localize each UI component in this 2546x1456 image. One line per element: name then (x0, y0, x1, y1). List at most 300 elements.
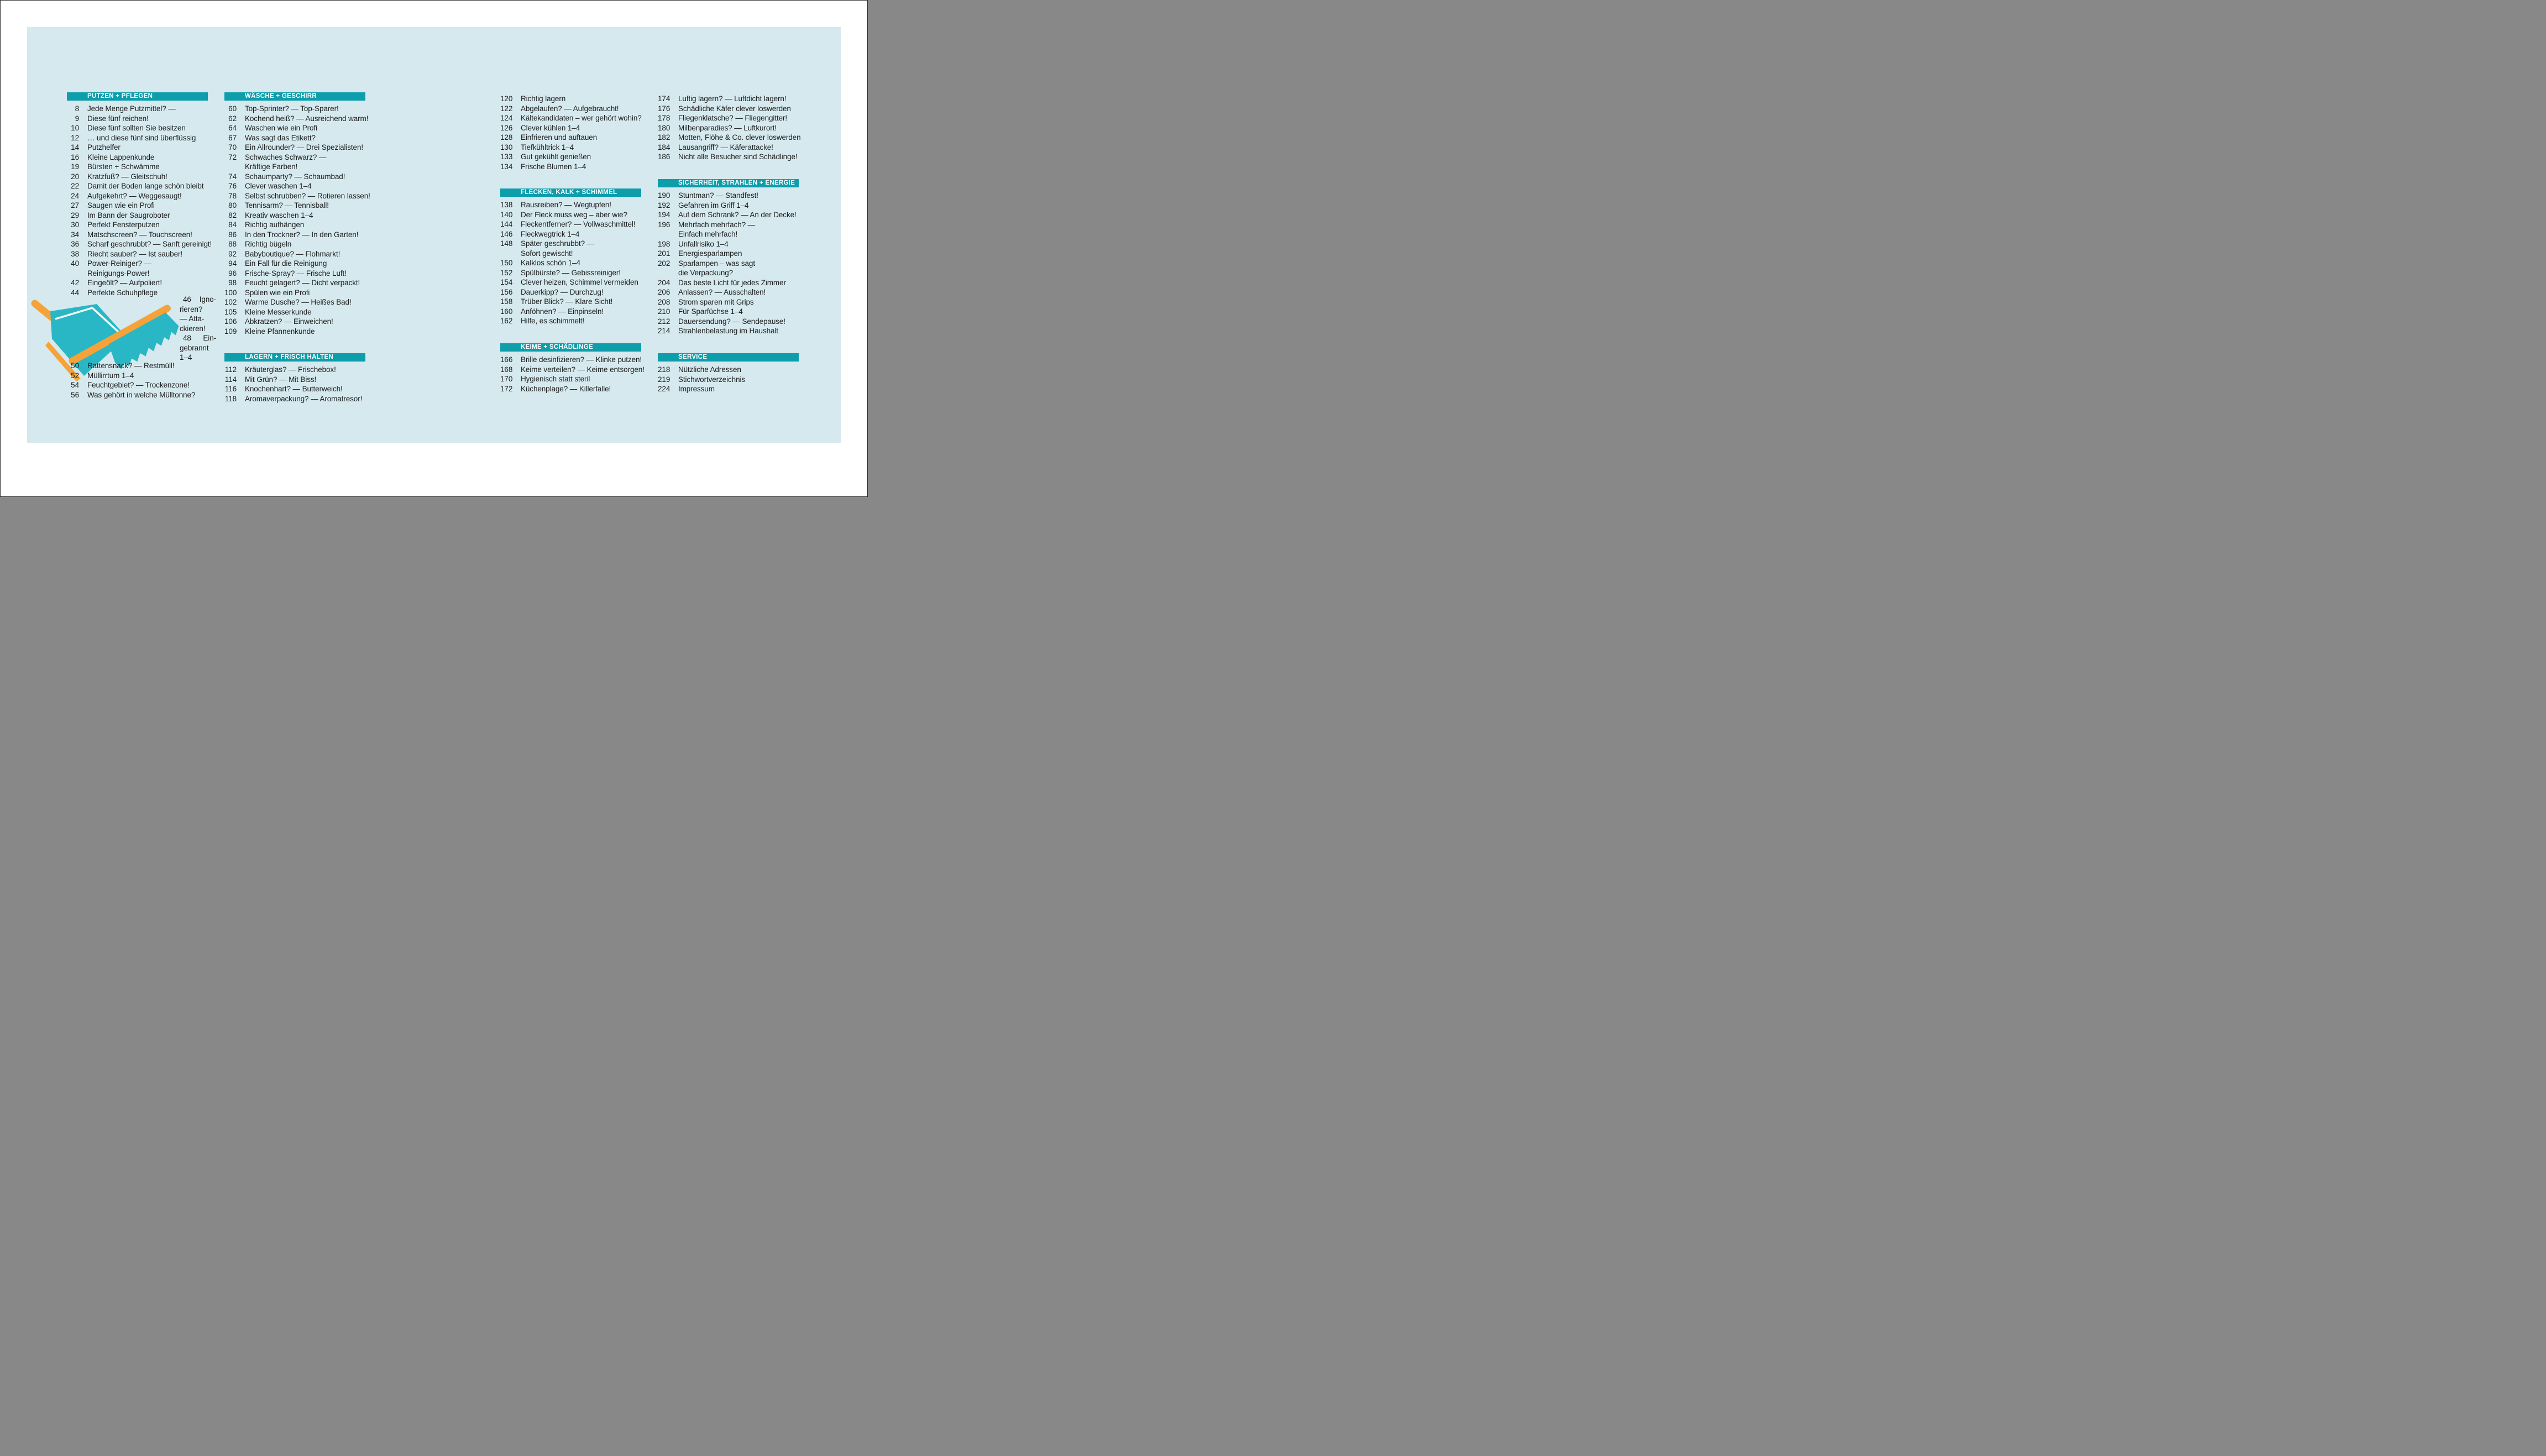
page-number (658, 268, 670, 278)
entry-title: Küchenplage? — Killerfalle! (521, 384, 611, 393)
page-number: 34 (71, 230, 79, 239)
section-header-bar (658, 179, 799, 187)
entry-title: Dauersendung? — Sendepause! (678, 317, 785, 326)
entry-title: Nicht alle Besucher sind Schädlinge! (678, 153, 798, 161)
page-number: 122 (500, 104, 513, 113)
toc-section-sicherheit-strahlen-energie (658, 179, 840, 336)
toc-section-putzen-pflegen-continued (67, 361, 249, 400)
entry-title: Spülbürste? — Gebissreiniger! (521, 268, 621, 277)
toc-section-lagern-frisch-halten-continued (500, 94, 683, 171)
page-number: 100 (224, 288, 237, 297)
page-number: 182 (658, 133, 670, 142)
entry-title: Saugen wie ein Profi (87, 201, 155, 210)
toc-row (224, 133, 407, 143)
page-number: 118 (224, 394, 237, 403)
entry-title: Gut gekühlt genießen (521, 153, 591, 161)
toc-row (658, 133, 840, 143)
section-rows (67, 104, 249, 297)
toc-row (224, 307, 407, 317)
entry-title: ckieren! (180, 324, 206, 333)
page-number: 38 (71, 249, 79, 258)
toc-row (500, 104, 683, 114)
entry-title: Waschen wie ein Profi (245, 124, 317, 132)
toc-row (500, 355, 683, 365)
toc-row (658, 268, 840, 278)
toc-row (500, 94, 683, 104)
page-number: 54 (71, 381, 79, 389)
page-number: 50 (71, 362, 79, 370)
toc-section-waesche-geschirr (224, 92, 407, 336)
page-number: 124 (500, 114, 513, 122)
page-number: 27 (71, 201, 79, 210)
entry-title: Hilfe, es schimmelt! (521, 317, 585, 325)
toc-row (67, 230, 249, 240)
page-number: 29 (71, 211, 79, 219)
entry-title: Schwaches Schwarz? — (245, 153, 327, 161)
entry-title: Riecht sauber? — Ist sauber! (87, 249, 183, 258)
toc-section-keime-schaedlinge (500, 343, 683, 394)
entry-title: Rausreiben? — Wegtupfen! (521, 201, 611, 209)
toc-row (67, 259, 249, 269)
page-number: 212 (658, 317, 670, 326)
entry-title: Kalklos schön 1–4 (521, 259, 580, 267)
toc-row (658, 259, 840, 269)
toc-row (658, 317, 840, 327)
entry-title: Für Sparfüchse 1–4 (678, 307, 743, 316)
entry-title: die Verpackung? (678, 269, 734, 277)
entry-title: Feucht gelagert? — Dicht verpackt! (245, 279, 360, 287)
page-number: 174 (658, 95, 670, 103)
page-number: 80 (228, 201, 237, 210)
page-number: 92 (228, 249, 237, 258)
toc-row (180, 343, 216, 353)
entry-title: Fliegenklatsche? — Fliegengitter! (678, 114, 788, 122)
page-number: 9 (75, 114, 79, 123)
entry-title: Clever kühlen 1–4 (521, 123, 580, 132)
entry-title: Richtig bügeln (245, 240, 292, 248)
entry-title: Warme Dusche? — Heißes Bad! (245, 298, 352, 306)
entry-title: Anlassen? — Ausschalten! (678, 288, 766, 296)
section-header-bar (224, 353, 365, 362)
page-number: 138 (500, 201, 513, 209)
toc-section-keime-schaedlinge-continued (658, 94, 840, 162)
section-header-bar (224, 92, 365, 101)
entry-title: Nützliche Adressen (678, 365, 741, 374)
entry-title: Damit der Boden lange schön bleibt (87, 182, 204, 190)
page-number: 208 (658, 297, 670, 306)
entry-title: … und diese fünf sind überflüssig (87, 133, 196, 142)
toc-row (67, 162, 249, 172)
page-number: 206 (658, 288, 670, 296)
toc-row (224, 201, 407, 211)
toc-row (224, 384, 407, 394)
entry-title: Einfach mehrfach! (678, 230, 738, 238)
toc-row (658, 104, 840, 114)
page-number: 116 (224, 385, 237, 393)
page-number: 190 (658, 191, 670, 200)
toc-row (224, 230, 407, 240)
section-title: SICHERHEIT, STRAHLEN + ENERGIE (678, 180, 795, 186)
toc-row (67, 153, 249, 163)
entry-title: Im Bann der Saugroboter (87, 211, 170, 219)
entry-title: Hygienisch statt steril (521, 375, 590, 383)
page-number: 126 (500, 123, 513, 132)
toc-row (500, 143, 683, 153)
entry-title: Kräftige Farben! (245, 163, 298, 171)
toc-section-service (658, 353, 840, 394)
entry-title: Mit Grün? — Mit Biss! (245, 375, 317, 384)
toc-row (500, 229, 683, 239)
page-number: 176 (658, 104, 670, 113)
entry-title: Matschscreen? — Touchscreen! (87, 230, 192, 239)
section-header-bar (67, 92, 208, 101)
toc-row (224, 269, 407, 279)
page-number: 20 (71, 172, 79, 181)
entry-title: Später geschrubbt? — (521, 239, 595, 248)
page-number: 109 (224, 327, 237, 336)
toc-row (500, 307, 683, 317)
toc-row (224, 181, 407, 191)
page-number: 48 (183, 334, 191, 342)
page-number: 74 (228, 172, 237, 181)
page-number: 102 (224, 298, 237, 306)
entry-title: Stuntman? — Standfest! (678, 191, 758, 200)
entry-title: Kleine Pfannenkunde (245, 327, 315, 336)
entry-title: Strahlenbelastung im Haushalt (678, 327, 778, 335)
entry-title: Impressum (678, 385, 715, 393)
toc-row (67, 191, 249, 201)
entry-title: Frische-Spray? — Frische Luft! (245, 269, 347, 277)
entry-title: Strom sparen mit Grips (678, 297, 754, 306)
page-number: 114 (224, 375, 237, 384)
page-number: 30 (71, 221, 79, 229)
page-number: 67 (228, 133, 237, 142)
page-number: 148 (500, 239, 513, 248)
entry-title: Jede Menge Putzmittel? — (87, 104, 176, 113)
page-number: 172 (500, 384, 513, 393)
toc-row (224, 394, 407, 404)
section-header-bar (500, 188, 641, 197)
page-number: 144 (500, 220, 513, 228)
page-number: 154 (500, 278, 513, 286)
page-number: 46 (183, 295, 191, 303)
page-number: 76 (228, 182, 237, 190)
toc-row (224, 375, 407, 385)
entry-title: Sofort gewischt! (521, 249, 573, 258)
page-number: 192 (658, 201, 670, 210)
section-title: KEIME + SCHÄDLINGE (521, 344, 593, 350)
toc-row (500, 152, 683, 162)
toc-row (67, 249, 249, 259)
toc-row (658, 191, 840, 201)
toc-row (224, 259, 407, 269)
entry-title: Bürsten + Schwämme (87, 163, 160, 171)
toc-row (224, 220, 407, 230)
toc-row (658, 287, 840, 297)
page-number: 128 (500, 133, 513, 142)
toc-row (500, 374, 683, 384)
page-number: 86 (228, 230, 237, 239)
toc-row (658, 113, 840, 123)
entry-title: Diese fünf sollten Sie besitzen (87, 124, 186, 132)
page-number: 12 (71, 133, 79, 142)
toc-row (658, 220, 840, 230)
page-number: 130 (500, 143, 513, 151)
toc-row (224, 278, 407, 288)
toc-row (224, 297, 407, 307)
toc-row (500, 113, 683, 123)
entry-title: Schaumparty? — Schaumbad! (245, 172, 345, 181)
toc-row (224, 162, 407, 172)
entry-title: Sparlampen – was sagt (678, 259, 755, 268)
page-number: 112 (224, 365, 237, 374)
entry-title: Rattensnack? — Restmüll! (87, 362, 175, 370)
toc-row (658, 143, 840, 153)
entry-title: Energiesparlampen (678, 249, 742, 258)
toc-row (180, 305, 216, 315)
section-title: PUTZEN + PFLEGEN (87, 93, 153, 99)
entry-title: Kräuterglas? — Frischebox! (245, 365, 336, 374)
section-rows (658, 94, 840, 162)
entry-title: Lausangriff? — Käferattacke! (678, 143, 773, 151)
toc-row (658, 94, 840, 104)
page-number: 24 (71, 191, 79, 200)
page-number (224, 162, 237, 172)
toc-row (658, 326, 840, 336)
entry-title: Stichwortverzeichnis (678, 375, 746, 384)
toc-section-putzen-pflegen (67, 92, 249, 297)
page-number: 202 (658, 259, 670, 268)
toc-row (500, 316, 683, 326)
toc-row (67, 278, 249, 288)
page-number: 180 (658, 123, 670, 132)
entry-title: Reinigungs-Power! (87, 269, 150, 277)
entry-title: Igno- (199, 295, 216, 303)
page-number: 152 (500, 268, 513, 277)
page-number: 10 (71, 124, 79, 132)
page-number: 36 (71, 240, 79, 248)
entry-title: Kältekandidaten – wer gehört wohin? (521, 114, 642, 122)
toc-row (658, 123, 840, 133)
entry-title: Kleine Messerkunde (245, 307, 312, 316)
entry-title: Fleckwegtrick 1–4 (521, 229, 580, 238)
entry-title: Gefahren im Griff 1–4 (678, 201, 749, 210)
page-number: 52 (71, 371, 79, 380)
page-number: 198 (658, 239, 670, 248)
page-number: 201 (658, 249, 670, 258)
toc-row (224, 153, 407, 163)
toc-row (67, 104, 249, 114)
toc-row (67, 269, 249, 279)
entry-title: Eingeölt? — Aufpoliert! (87, 279, 163, 287)
toc-row (500, 297, 683, 307)
page-number: 88 (228, 240, 237, 248)
page-number: 210 (658, 307, 670, 316)
toc-row (224, 211, 407, 221)
toc-row (67, 361, 249, 371)
page-number: 166 (500, 355, 513, 364)
page-number: 160 (500, 307, 513, 316)
toc-row (658, 278, 840, 288)
page-number: 56 (71, 390, 79, 399)
entry-title: Frische Blumen 1–4 (521, 162, 586, 171)
toc-row (658, 375, 840, 385)
toc-row (224, 104, 407, 114)
section-title: WÄSCHE + GESCHIRR (245, 93, 317, 99)
toc-row (658, 229, 840, 239)
toc-wrap-block-putzen-pflegen-wrap (180, 295, 216, 363)
entry-title: Tiefkühltrick 1–4 (521, 143, 574, 151)
book-spread-page (0, 0, 868, 497)
toc-section-lagern-frisch-halten (224, 353, 407, 404)
entry-title: Schädliche Käfer clever loswerden (678, 104, 791, 113)
entry-title: Motten, Flöhe & Co. clever loswerden (678, 133, 801, 142)
entry-title: Perfekt Fensterputzen (87, 221, 160, 229)
entry-title: rieren? (180, 305, 203, 313)
toc-row (180, 314, 216, 324)
entry-title: Aufgekehrt? — Weggesaugt! (87, 191, 182, 200)
toc-section-flecken-kalk-schimmel (500, 188, 683, 326)
entry-title: Einfrieren und auftauen (521, 133, 598, 142)
page-number: 186 (658, 153, 670, 161)
page-number: 64 (228, 124, 237, 132)
section-header-bar (500, 343, 641, 352)
toc-row (658, 307, 840, 317)
page-number: 82 (228, 211, 237, 219)
page-number (67, 269, 79, 279)
page-number: 194 (658, 211, 670, 219)
page-number: 140 (500, 210, 513, 219)
page-number: 19 (71, 163, 79, 171)
section-rows (500, 355, 683, 394)
entry-title: In den Trockner? — In den Garten! (245, 230, 359, 239)
toc-row (224, 288, 407, 298)
toc-row (500, 384, 683, 394)
entry-title: 1–4 (180, 353, 192, 362)
entry-title: Kreativ waschen 1–4 (245, 211, 313, 219)
entry-title: Brille desinfizieren? — Klinke putzen! (521, 355, 642, 364)
entry-title: Das beste Licht für jedes Zimmer (678, 278, 786, 287)
entry-title: Richtig lagern (521, 95, 566, 103)
page-number: 178 (658, 114, 670, 122)
toc-row (224, 114, 407, 124)
entry-title: Tennisarm? — Tennisball! (245, 201, 329, 210)
page-number: 146 (500, 229, 513, 238)
toc-row (224, 317, 407, 327)
toc-row (224, 239, 407, 249)
toc-row (67, 114, 249, 124)
section-rows (500, 200, 683, 326)
entry-title: Kratzfuß? — Gleitschuh! (87, 172, 167, 181)
page-number: 42 (71, 279, 79, 287)
toc-row (500, 239, 683, 249)
entry-title: Auf dem Schrank? — An der Decke! (678, 211, 797, 219)
page-number: 196 (658, 220, 670, 229)
entry-title: Ein- (203, 334, 216, 342)
toc-row (500, 258, 683, 268)
page-number: 184 (658, 143, 670, 151)
entry-title: Power-Reiniger? — (87, 259, 152, 268)
toc-row (500, 287, 683, 297)
toc-row (658, 210, 840, 220)
toc-row (67, 133, 249, 143)
toc-row (224, 191, 407, 201)
entry-title: Selbst schrubben? — Rotieren lassen! (245, 191, 370, 200)
toc-row (658, 384, 840, 394)
toc-row (67, 390, 249, 400)
toc-row (67, 380, 249, 390)
toc-row (224, 143, 407, 153)
entry-title: Abgelaufen? — Aufgebraucht! (521, 104, 619, 113)
page-number: 40 (71, 259, 79, 268)
page-number: 162 (500, 317, 513, 325)
toc-row (180, 295, 216, 305)
page-number: 204 (658, 278, 670, 287)
entry-title: Babyboutique? — Flohmarkt! (245, 249, 340, 258)
section-title: SERVICE (678, 354, 708, 360)
toc-row (500, 277, 683, 287)
toc-row (67, 181, 249, 191)
toc-row (224, 249, 407, 259)
page-number: 22 (71, 182, 79, 190)
toc-row (500, 268, 683, 278)
page-number: 106 (224, 317, 237, 326)
toc-row (224, 365, 407, 375)
page-number (500, 249, 512, 259)
entry-title: Kochend heiß? — Ausreichend warm! (245, 114, 369, 123)
toc-row (67, 201, 249, 211)
page-number: 70 (228, 143, 237, 151)
page-number: 16 (71, 153, 79, 161)
toc-row (67, 143, 249, 153)
page-number: 84 (228, 221, 237, 229)
entry-title: Richtig aufhängen (245, 221, 305, 229)
entry-title: Spülen wie ein Profi (245, 288, 310, 297)
page-number: 62 (228, 114, 237, 123)
toc-row (500, 133, 683, 143)
entry-title: Was sagt das Etikett? (245, 133, 316, 142)
toc-row (180, 353, 216, 363)
entry-title: Top-Sprinter? — Top-Sparer! (245, 104, 339, 113)
page-number: 105 (224, 307, 237, 316)
entry-title: Müllirrtum 1–4 (87, 371, 134, 380)
page-number: 219 (658, 375, 670, 384)
entry-title: Clever heizen, Schimmel vermeiden (521, 278, 638, 286)
toc-row (224, 172, 407, 182)
entry-title: Was gehört in welche Mülltonne? (87, 390, 196, 399)
page-number: 133 (500, 153, 513, 161)
entry-title: Trüber Blick? — Klare Sicht! (521, 297, 613, 306)
page-number: 224 (658, 385, 670, 393)
toc-row (658, 297, 840, 307)
toc-row (658, 152, 840, 162)
entry-title: Feuchtgebiet? — Trockenzone! (87, 381, 190, 389)
entry-title: Keime verteilen? — Keime entsorgen! (521, 365, 645, 374)
entry-title: Luftig lagern? — Luftdicht lagern! (678, 95, 787, 103)
toc-row (67, 172, 249, 182)
toc-row (180, 324, 216, 334)
page-number: 156 (500, 287, 513, 296)
entry-title: Der Fleck muss weg – aber wie? (521, 210, 627, 219)
page-number: 98 (228, 279, 237, 287)
entry-title: Kleine Lappenkunde (87, 153, 155, 161)
entry-title: Milbenparadies? — Luftkurort! (678, 123, 777, 132)
section-rows (224, 104, 407, 336)
page-number: 44 (71, 288, 79, 297)
page-number (658, 229, 670, 239)
page-number: 150 (500, 259, 513, 267)
page-number: 60 (228, 104, 237, 113)
